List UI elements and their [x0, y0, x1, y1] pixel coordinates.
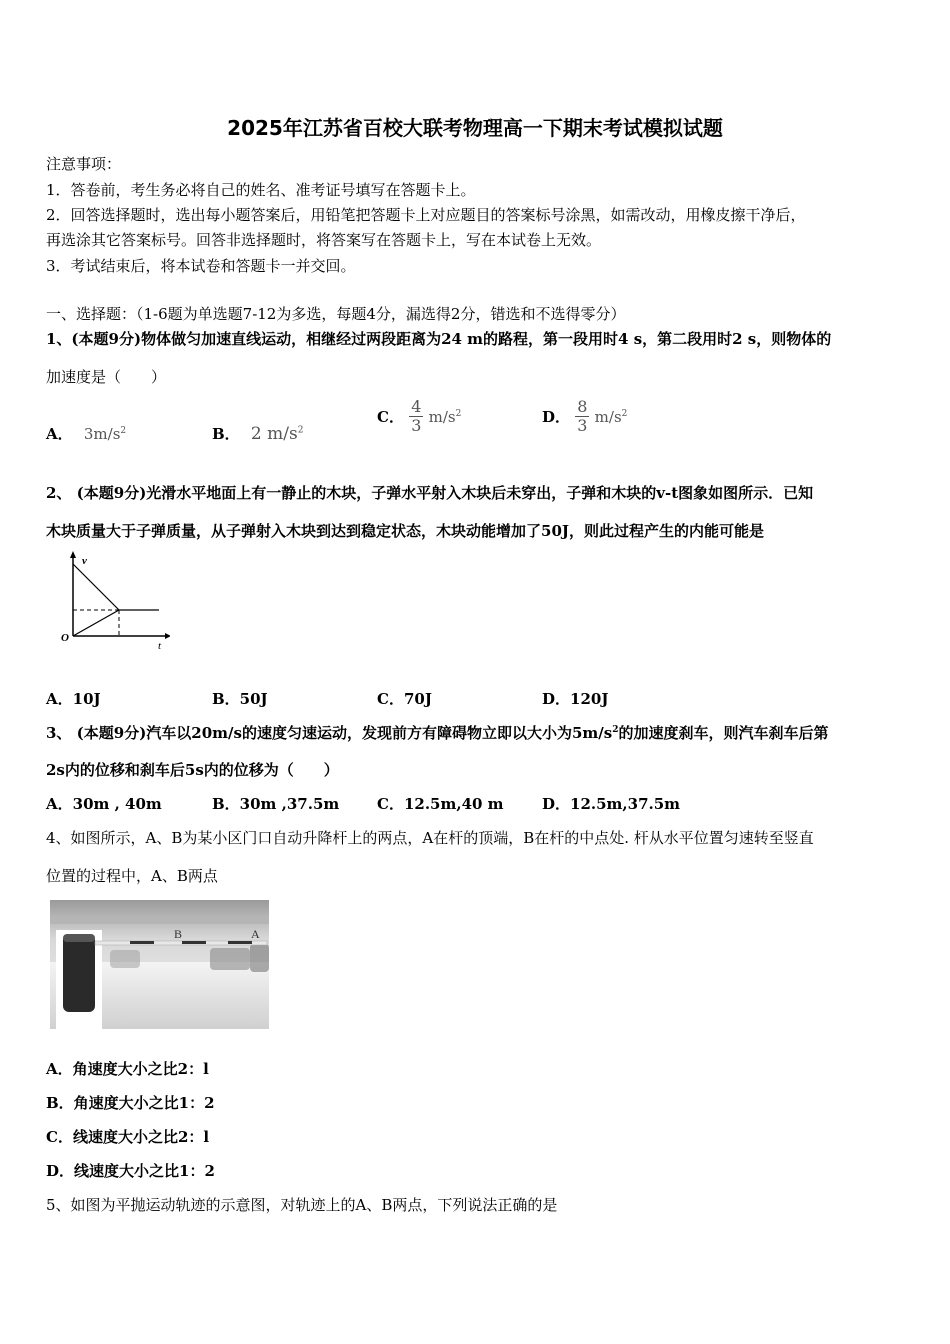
q1-option-a[interactable]: A． $3m/s^2$: [46, 425, 127, 443]
notice-item-2: 2．回答选择题时，选出每小题答案后，用铅笔把答题卡上对应题目的答案标号涂黑，如需改动，用橡皮擦干净后，: [46, 206, 806, 224]
t-axis-label: t: [158, 640, 162, 650]
q3-option-d[interactable]: D．12.5m,37.5m: [542, 795, 681, 813]
bar-stripe-1: [130, 941, 154, 944]
v-axis-arrow: [70, 551, 76, 558]
bar-stripe-2: [182, 941, 206, 944]
section-heading: 一、选择题：（1-6题为单选题7-12为多选，每题4分，漏选得2分，错选和不选得零分）: [46, 305, 626, 323]
gate-box: [63, 934, 95, 1012]
q2-option-b[interactable]: B．50J: [212, 690, 268, 708]
q2-option-a[interactable]: A．10J: [46, 690, 101, 708]
q1-option-b-value: 2 $m/s^2$: [250, 424, 304, 444]
q1-stem-line2: 加速度是（ ）: [46, 368, 167, 386]
q3-stem-line2: 2s内的位移和刹车后5s内的位移为（ ）: [46, 761, 339, 779]
q1-option-d-unit: $m/s^2$: [594, 407, 628, 426]
q4-option-d[interactable]: D．线速度大小之比1：2: [46, 1162, 215, 1180]
notice-item-3: 3．考试结束后，将本试卷和答题卡一并交回。: [46, 257, 356, 275]
point-a-label: A: [251, 927, 260, 941]
origin-label: O: [61, 632, 69, 644]
q4-stem-line2: 位置的过程中，A、B两点: [46, 867, 218, 885]
q3-stem-line1: 3、 (本题9分)汽车以20m/s的速度匀速运动，发现前方有障碍物立即以大小为$5m/s^2$的加速度刹车，则汽车刹车后第: [46, 724, 829, 742]
notice-heading: 注意事项：: [46, 155, 122, 173]
q3-option-a[interactable]: A．30m , 40m: [46, 795, 162, 813]
q2-options: [46, 688, 866, 708]
q2-option-d[interactable]: D．120J: [542, 690, 609, 708]
point-b-label: B: [174, 927, 183, 941]
q1-option-d-fraction: $\frac{8}{3}$: [577, 397, 588, 435]
page-title: 2025年江苏省百校大联考物理高一下期末考试模拟试题: [227, 116, 723, 140]
v-axis-label: v: [82, 555, 87, 567]
vt-graph: [55, 550, 170, 650]
q2-stem-line2: 木块质量大于子弹质量，从子弹射入木块到达到稳定状态，木块动能增加了50J，则此过程产生的内能可能是: [46, 522, 764, 540]
parked-car-far-right: [250, 944, 269, 972]
q3-option-c[interactable]: C．12.5m,40 m: [377, 795, 504, 813]
q1-option-c-fraction: $\frac{4}{3}$: [411, 397, 422, 435]
barrier-gate-photo: [50, 900, 269, 1029]
q1-option-a-value: $3m/s^2$: [83, 425, 127, 443]
q3-option-b[interactable]: B．30m ,37.5m: [212, 795, 340, 813]
t-axis-arrow: [165, 633, 170, 639]
q2-option-c[interactable]: C．70J: [377, 690, 432, 708]
q1-option-b[interactable]: B． 2 $m/s^2$: [212, 424, 304, 444]
parked-car-left: [110, 950, 140, 968]
ceiling-beam: [50, 918, 269, 924]
notice-item-1: 1．答卷前，考生务必将自己的姓名、准考证号填写在答题卡上。: [46, 181, 476, 199]
q1-option-d[interactable]: D． $\frac{8}{3}$ $m/s^2$: [542, 397, 628, 435]
q3-options: [46, 793, 866, 813]
q4-option-b[interactable]: B．角速度大小之比1：2: [46, 1094, 215, 1112]
block-velocity-line: [73, 610, 119, 636]
q1-stem-line1: 1、(本题9分)物体做匀加速直线运动，相继经过两段距离为24 m的路程，第一段用时4 s，第二段用时2 s，则物体的: [46, 330, 832, 348]
q5-stem-line1: 5、如图为平抛运动轨迹的示意图，对轨迹上的A、B两点，下列说法正确的是: [46, 1196, 558, 1214]
notice-item-2-cont: 再选涂其它答案标号。回答非选择题时，将答案写在答题卡上，写在本试卷上无效。: [46, 231, 602, 249]
q1-option-c-unit: $m/s^2$: [428, 407, 462, 426]
bullet-velocity-line: [73, 564, 119, 610]
gate-box-top: [63, 934, 95, 942]
q1-options: [46, 398, 866, 448]
q4-option-a[interactable]: A．角速度大小之比2：l: [46, 1060, 209, 1078]
q2-stem-line1: 2、 (本题9分)光滑水平地面上有一静止的木块，子弹水平射入木块后未穿出，子弹和木块的v-t图象如图所示．已知: [46, 484, 814, 502]
parked-car-right: [210, 948, 250, 970]
q4-stem-line1: 4、如图所示，A、B为某小区门口自动升降杆上的两点，A在杆的顶端，B在杆的中点处. 杆从水平位置匀速转至竖直: [46, 829, 814, 847]
q4-option-c[interactable]: C．线速度大小之比2：l: [46, 1128, 210, 1146]
bar-stripe-3: [228, 941, 252, 944]
q1-option-c[interactable]: C． $\frac{4}{3}$ $m/s^2$: [377, 397, 462, 435]
